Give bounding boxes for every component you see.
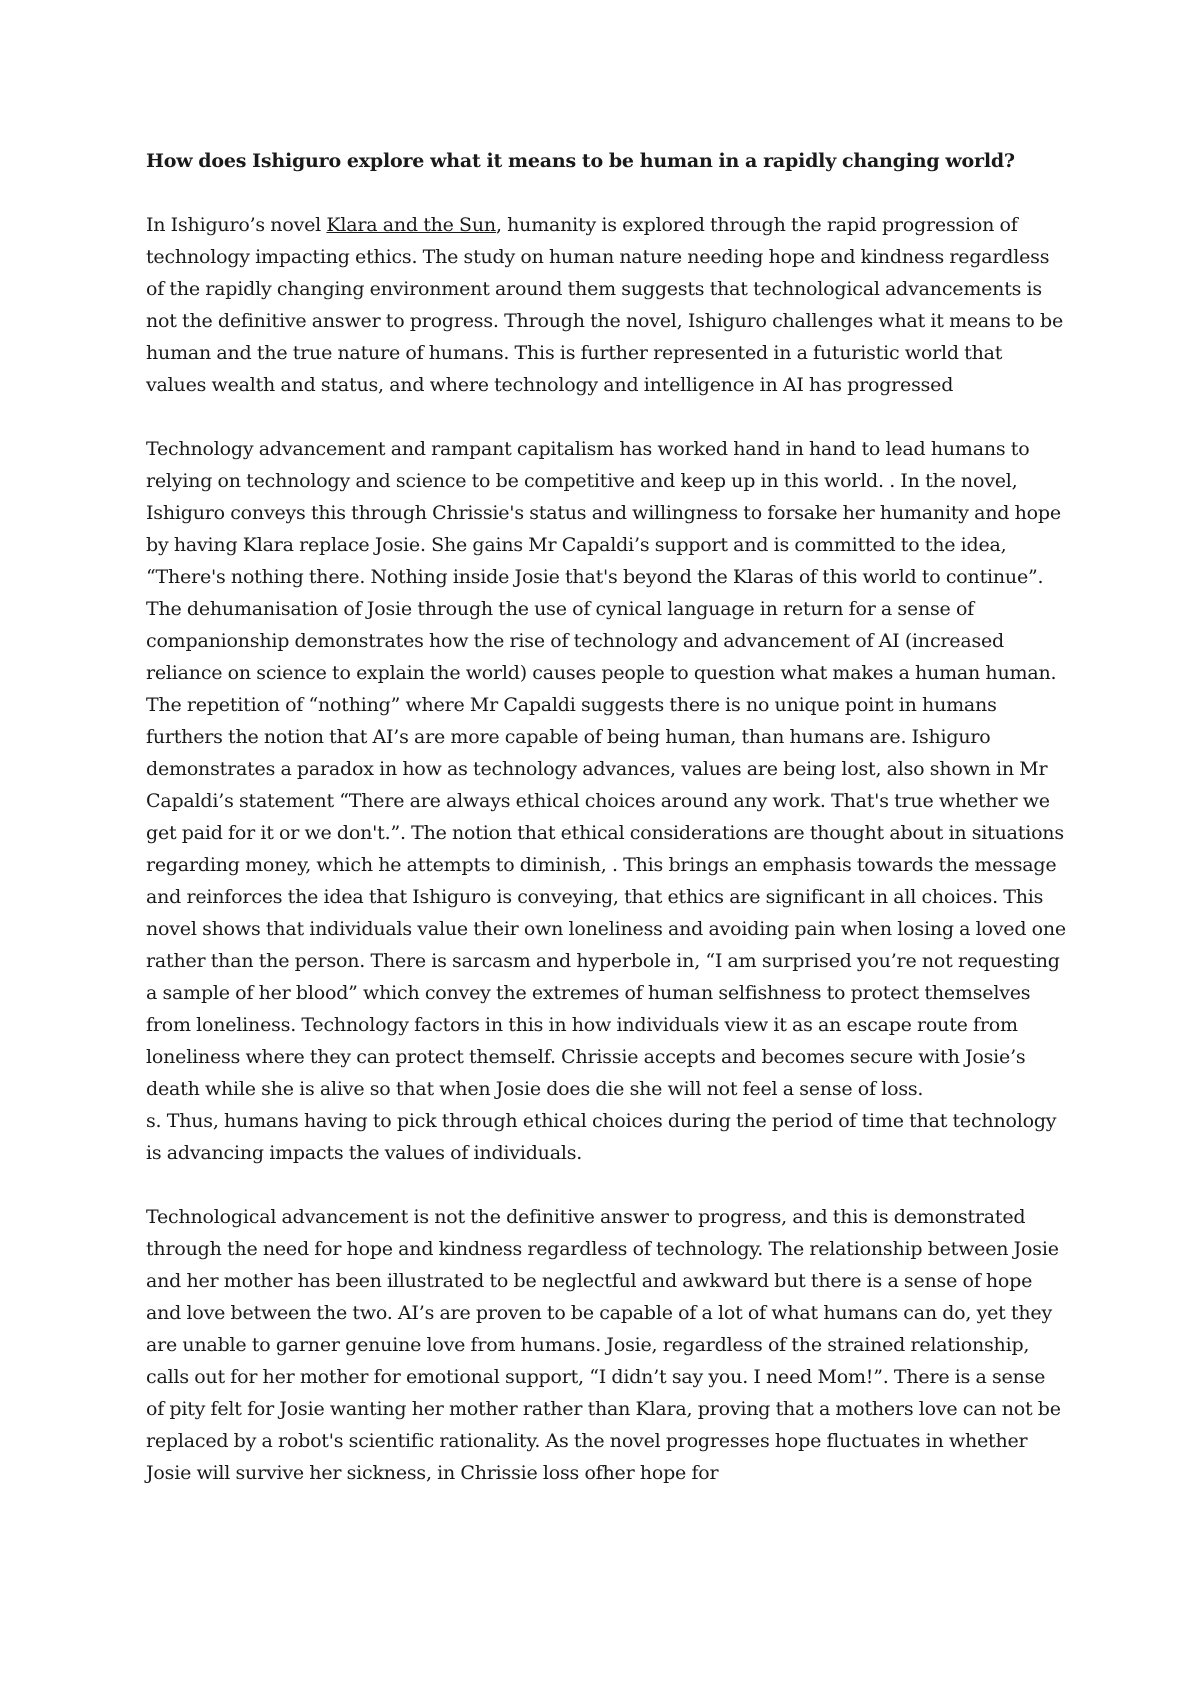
paragraph-gap	[146, 1169, 1066, 1201]
intro-paragraph	[146, 209, 1066, 401]
essay-title: How does Ishiguro explore what it means to be human in a rapidly changing world?	[146, 150, 1015, 172]
intro-text-end: , humanity is explored through the rapid progression of technology impacting ethics. The study on human nature needing hope and kindness regardless of the rapidly changing environment around them suggests that technological advancements is not the definitive answer to progress. Through the novel, Ishiguro challenges what it means to be human and the true nature of humans. This is further represented in a futuristic world that values wealth and status, and where technology and intelligence in AI has progressed	[146, 214, 1064, 396]
paragraph-gap	[146, 401, 1066, 433]
book-title: Klara and the Sun	[326, 214, 496, 236]
body-paragraph-2: Technology advancement and rampant capitalism has worked hand in hand to lead humans to relying on technology and science to be competitive and keep up in this world. . In the novel, Ishiguro conveys this through Chrissie's status and willingness to forsake her humanity and hope by having Klara replace Josie. She gains Mr Capaldi’s support and is committed to the idea, “There's nothing there. Nothing inside Josie that's beyond the Klaras of this world to continue”. The dehumanisation of Josie through the use of cynical language in return for a sense of companionship demonstrates how the rise of technology and advancement of AI (increased reliance on science to explain the world) causes people to question what makes a human human. The repetition of “nothing” where Mr Capaldi suggests there is no unique point in humans furthers the notion that AI’s are more capable of being human, than humans are. Ishiguro demonstrates a paradox in how as technology advances, values are being lost, also shown in Mr Capaldi’s statement “There are always ethical choices around any work. That's true whether we get paid for it or we don't.”. The notion that ethical considerations are thought about in situations regarding money, which he attempts to diminish, . This brings an emphasis towards the message and reinforces the idea that Ishiguro is conveying, that ethics are significant in all choices. This novel shows that individuals value their own loneliness and avoiding pain when losing a loved one rather than the person. There is sarcasm and hyperbole in, “I am surprised you’re not requesting a sample of her blood” which convey the extremes of human selfishness to protect themselves from loneliness. Technology factors in this in how individuals view it as an escape route from loneliness where they can protect themself. Chrissie accepts and becomes secure with Josie’s death while she is alive so that when Josie does die she will not feel a sense of loss.	[146, 438, 1066, 1100]
body-paragraph-2-tail: s. Thus, humans having to pick through ethical choices during the period of time that technology is advancing impacts the values of individuals.	[146, 1110, 1057, 1164]
body-paragraph-3: Technological advancement is not the definitive answer to progress, and this is demonstrated through the need for hope and kindness regardless of technology. The relationship between Josie and her mother has been illustrated to be neglectful and awkward but there is a sense of hope and love between the two. AI’s are proven to be capable of a lot of what humans can do, yet they are unable to garner genuine love from humans. Josie, regardless of the strained relationship, calls out for her mother for emotional support, “I didn’t say you. I need Mom!”. There is a sense of pity felt for Josie wanting her mother rather than Klara, proving that a mothers love can not be replaced by a robot's scientific rationality. As the novel progresses hope fluctuates in whether Josie will survive her sickness, in Chrissie loss ofher hope for	[146, 1206, 1061, 1484]
document-body	[146, 145, 1066, 1489]
intro-text-start: In Ishiguro’s novel	[146, 214, 327, 236]
